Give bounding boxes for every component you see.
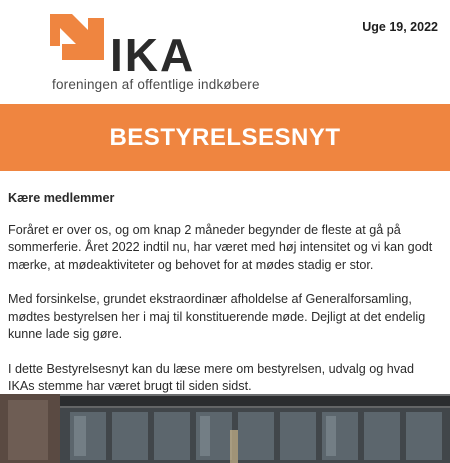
greeting: Kære medlemmer (8, 191, 115, 205)
page-title: BESTYRELSESNYT (109, 123, 341, 151)
title-banner (0, 104, 450, 171)
logo-wordmark: IKA (110, 29, 196, 81)
body-paragraph-2: Med forsinkelse, grundet ekstraordinær afholdelse af Generalforsamling, mødtes bestyrelsen her i maj til konstituerende møde. Dejligt at det endelig kunne lade sig gøre. (8, 292, 426, 341)
logo-tagline: foreningen af offentlige indkøbere (52, 77, 260, 92)
body-paragraph-3: I dette Bestyrelsesnyt kan du læse mere om bestyrelsen, udvalg og hvad IKAs stemme har været brugt til siden sidst. (8, 361, 415, 393)
body-paragraph-1: Foråret er over os, og om knap 2 måneder begynder de fleste at gå på sommerferie. Året 2022 indtil nu, har været med høj intensitet og vi kan godt mærke, at mødeaktiviteter og behovet for at mødes stadig er stor. (8, 222, 433, 272)
issue-date: Uge 19, 2022 (362, 20, 438, 34)
building-image (0, 394, 450, 463)
ika-arrow-icon (50, 14, 106, 74)
building-photo (0, 394, 450, 463)
ika-logo[interactable] (50, 14, 260, 96)
newsletter-header (0, 0, 450, 104)
newsletter-body (8, 190, 438, 413)
